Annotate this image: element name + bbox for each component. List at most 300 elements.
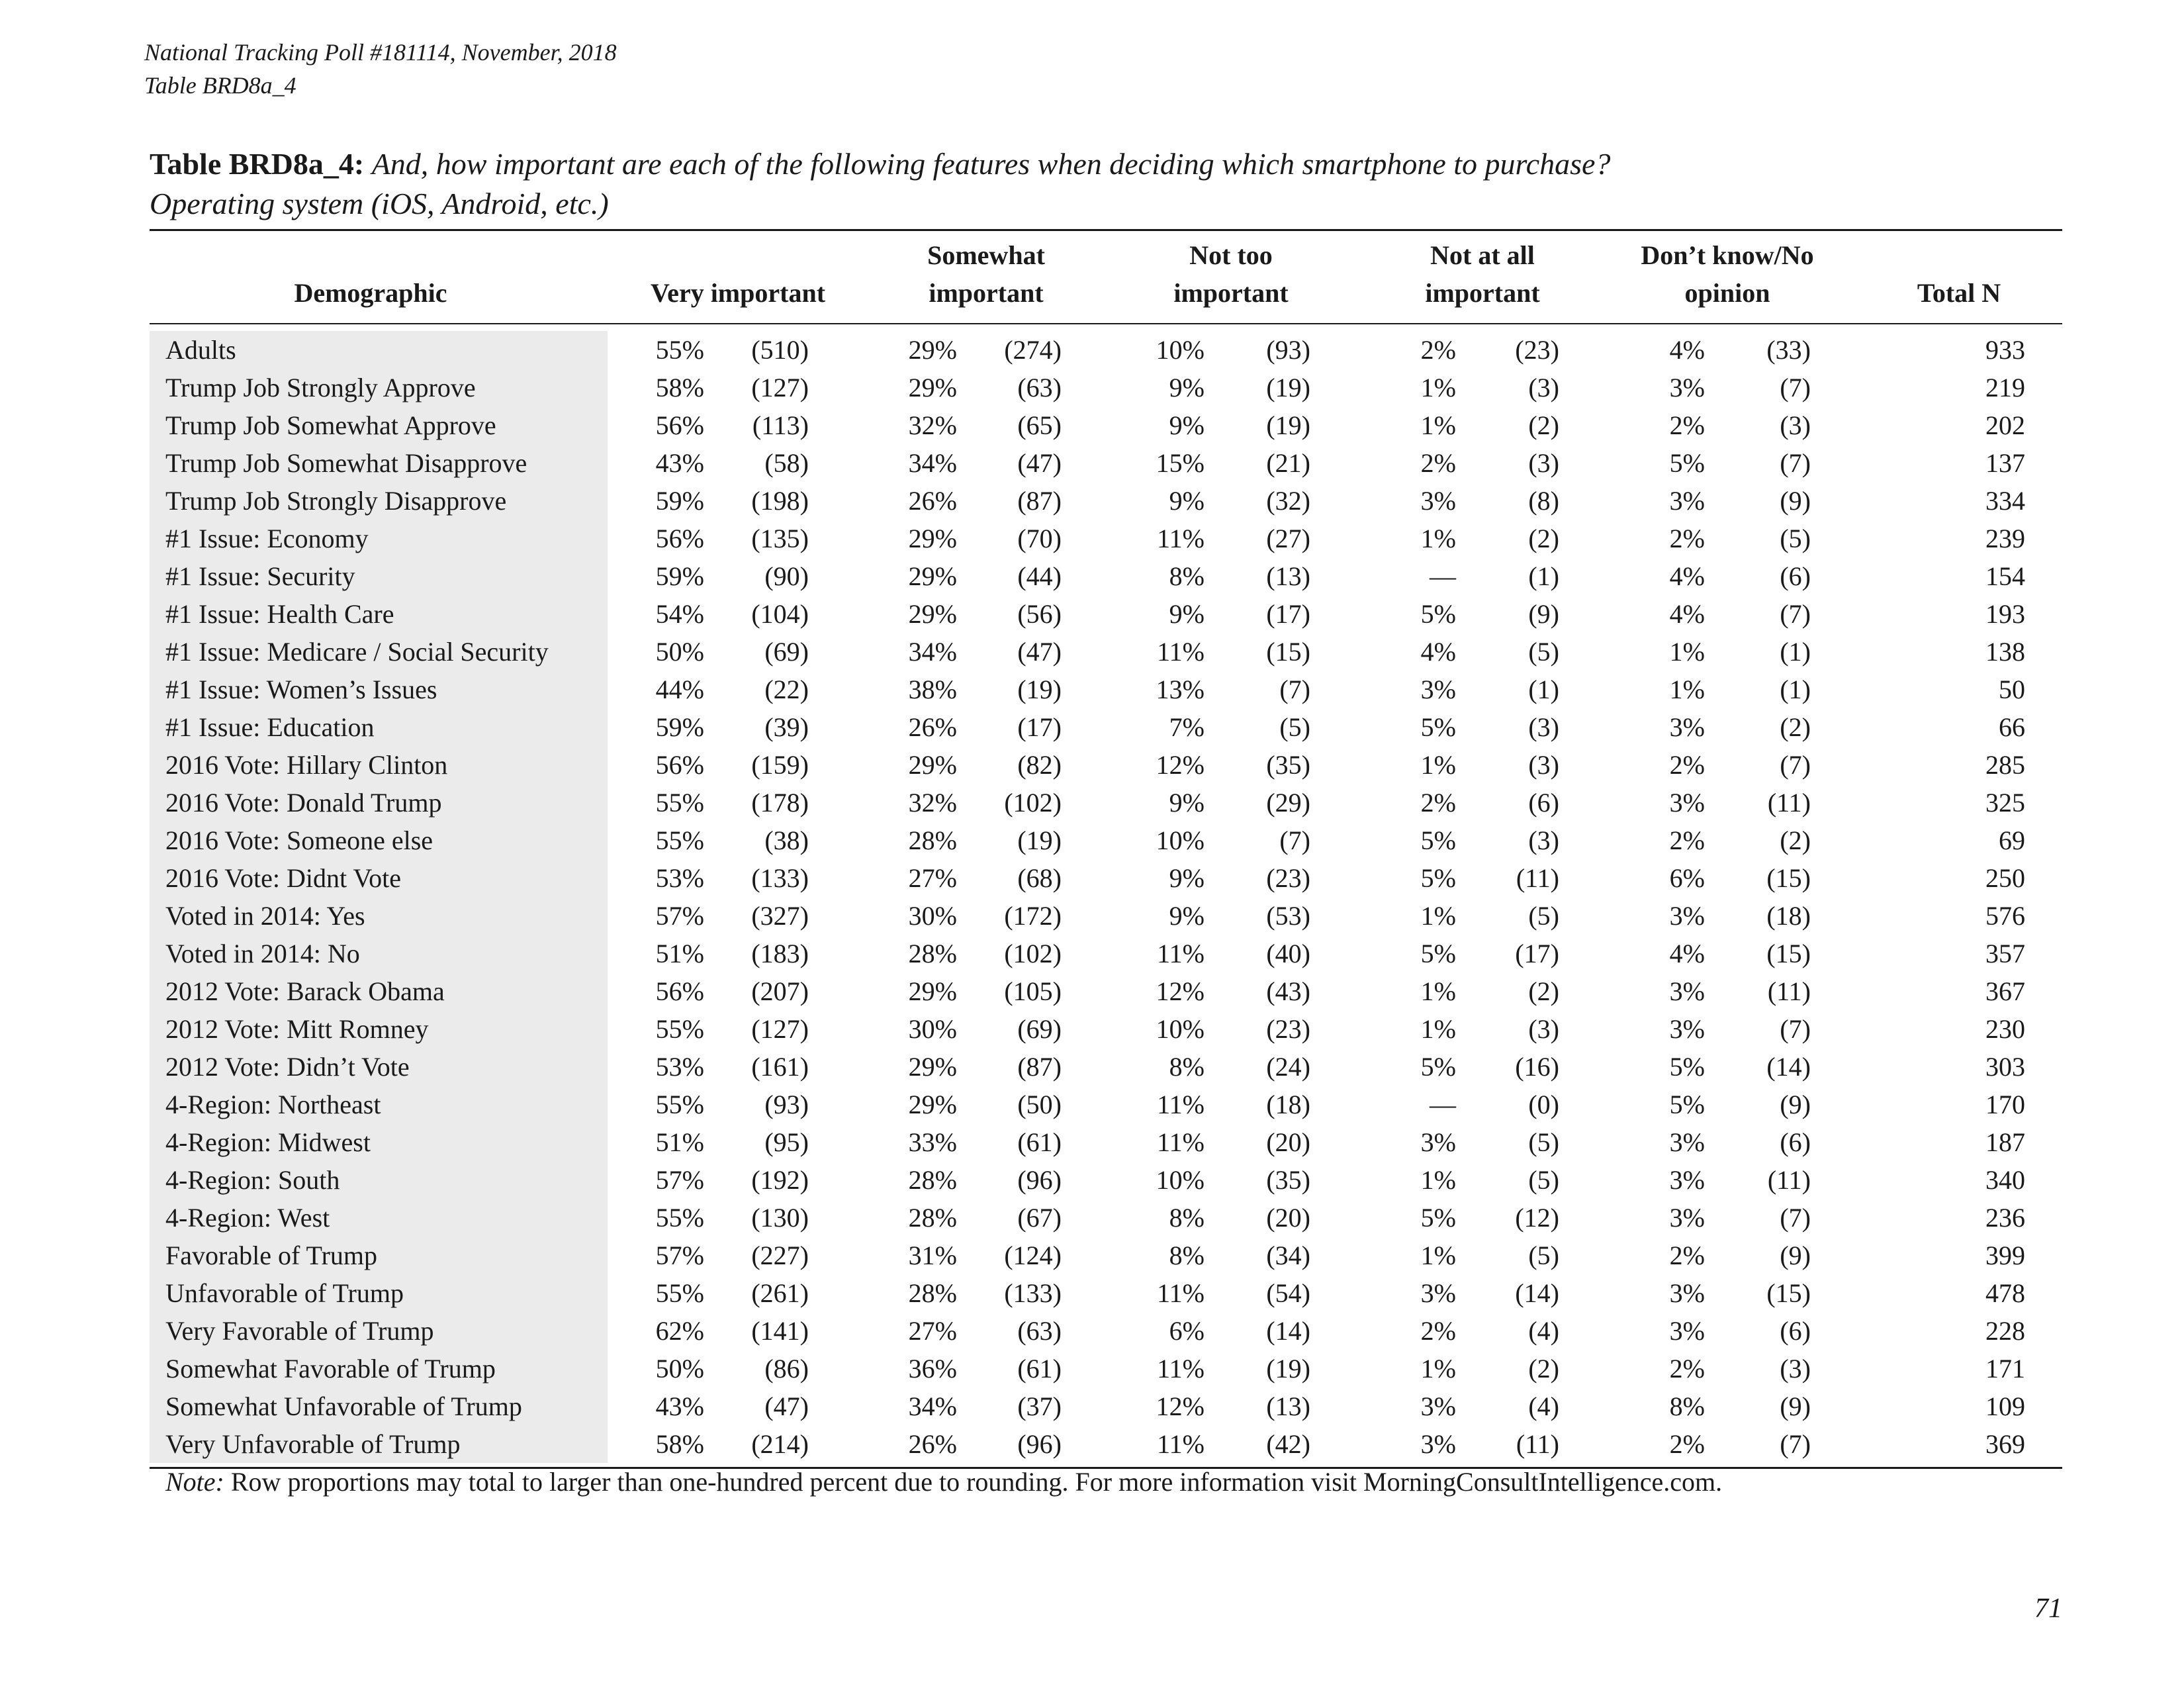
cell-notatall-pct: 1% (1420, 1354, 1456, 1383)
cell-total-n: 69 (1999, 825, 2025, 855)
cell-notatall-n: (3) (1528, 750, 1559, 780)
demographic-label: Trump Job Somewhat Approve (165, 410, 496, 440)
cell-somewhat-n: (61) (1017, 1127, 1062, 1157)
demographic-label: 2012 Vote: Didn’t Vote (165, 1052, 410, 1082)
cell-dk-pct: 3% (1669, 486, 1705, 516)
table-row (0, 1350, 2184, 1387)
table-row (0, 972, 2184, 1010)
cell-somewhat-n: (67) (1017, 1203, 1062, 1233)
cell-very-pct: 55% (655, 1090, 704, 1119)
table-row (0, 671, 2184, 708)
cell-somewhat-n: (102) (1004, 939, 1062, 968)
cell-dk-pct: 1% (1669, 675, 1705, 704)
table-row (0, 859, 2184, 897)
table-row (0, 482, 2184, 520)
cell-nottoo-n: (7) (1279, 675, 1310, 704)
cell-notatall-pct: 3% (1420, 486, 1456, 516)
cell-very-n: (207) (751, 976, 809, 1006)
cell-total-n: 478 (1985, 1278, 2025, 1308)
cell-somewhat-pct: 28% (908, 1278, 957, 1308)
cell-notatall-n: (8) (1528, 486, 1559, 516)
demographic-label: Favorable of Trump (165, 1241, 377, 1270)
cell-very-pct: 44% (655, 675, 704, 704)
cell-dk-n: (18) (1766, 901, 1811, 931)
demographic-label: Very Unfavorable of Trump (165, 1429, 461, 1459)
cell-very-pct: 55% (655, 1014, 704, 1044)
cell-notatall-pct: 2% (1420, 448, 1456, 478)
caption-question: And, how important are each of the following features when deciding which smartphone to purchase? (371, 147, 1611, 181)
cell-somewhat-n: (56) (1017, 599, 1062, 629)
cell-notatall-n: (0) (1528, 1090, 1559, 1119)
cell-nottoo-pct: 12% (1156, 976, 1205, 1006)
cell-notatall-pct: 1% (1420, 976, 1456, 1006)
cell-total-n: 369 (1985, 1429, 2025, 1459)
cell-very-pct: 62% (655, 1316, 704, 1346)
demographic-label: 2016 Vote: Donald Trump (165, 788, 442, 818)
cell-dk-n: (11) (1767, 976, 1811, 1006)
cell-somewhat-pct: 34% (908, 448, 957, 478)
cell-dk-n: (3) (1780, 410, 1811, 440)
cell-notatall-pct: 5% (1420, 1203, 1456, 1233)
cell-total-n: 50 (1999, 675, 2025, 704)
cell-total-n: 334 (1985, 486, 2025, 516)
cell-total-n: 193 (1985, 599, 2025, 629)
cell-nottoo-n: (27) (1266, 524, 1310, 553)
cell-nottoo-n: (18) (1266, 1090, 1310, 1119)
cell-dk-n: (6) (1780, 1127, 1811, 1157)
header-rule (150, 323, 2062, 324)
cell-somewhat-n: (69) (1017, 1014, 1062, 1044)
table-row (0, 784, 2184, 821)
cell-nottoo-n: (93) (1266, 335, 1310, 365)
cell-somewhat-n: (87) (1017, 1052, 1062, 1082)
cell-nottoo-n: (20) (1266, 1203, 1310, 1233)
cell-very-pct: 43% (655, 1391, 704, 1421)
cell-dk-pct: 2% (1669, 524, 1705, 553)
col-header-dont-know-line1: Don’t know/No (1641, 240, 1814, 270)
cell-very-n: (178) (751, 788, 809, 818)
cell-nottoo-n: (53) (1266, 901, 1310, 931)
cell-somewhat-pct: 29% (908, 976, 957, 1006)
cell-somewhat-n: (61) (1017, 1354, 1062, 1383)
cell-total-n: 66 (1999, 712, 2025, 742)
cell-somewhat-pct: 29% (908, 1090, 957, 1119)
demographic-label: #1 Issue: Women’s Issues (165, 675, 437, 704)
cell-notatall-n: (2) (1528, 524, 1559, 553)
note-text: Row proportions may total to larger than one-hundred percent due to rounding. For more information visit MorningConsultIntelligence.com. (230, 1467, 1723, 1497)
cell-notatall-pct: 5% (1420, 863, 1456, 893)
cell-dk-pct: 5% (1669, 1090, 1705, 1119)
cell-dk-pct: 3% (1669, 976, 1705, 1006)
cell-somewhat-pct: 33% (908, 1127, 957, 1157)
cell-dk-n: (9) (1780, 1241, 1811, 1270)
col-header-very-important: Very important (650, 278, 826, 308)
cell-total-n: 202 (1985, 410, 2025, 440)
cell-notatall-n: (11) (1516, 1429, 1559, 1459)
cell-total-n: 138 (1985, 637, 2025, 667)
cell-very-n: (58) (764, 448, 809, 478)
cell-notatall-pct: 1% (1420, 373, 1456, 402)
cell-notatall-n: (1) (1528, 561, 1559, 591)
cell-nottoo-pct: 8% (1169, 1241, 1205, 1270)
cell-notatall-n: (3) (1528, 825, 1559, 855)
demographic-label: Trump Job Strongly Approve (165, 373, 476, 402)
cell-very-pct: 57% (655, 1241, 704, 1270)
cell-dk-pct: 5% (1669, 448, 1705, 478)
cell-total-n: 170 (1985, 1090, 2025, 1119)
cell-dk-pct: 3% (1669, 901, 1705, 931)
table-row (0, 1237, 2184, 1274)
cell-notatall-n: (16) (1515, 1052, 1559, 1082)
col-header-somewhat-line1: Somewhat (927, 240, 1045, 270)
cell-nottoo-pct: 11% (1157, 1090, 1205, 1119)
cell-nottoo-pct: 9% (1169, 863, 1205, 893)
col-header-dont-know-line2: opinion (1684, 278, 1770, 308)
cell-notatall-pct: 1% (1420, 1241, 1456, 1270)
cell-total-n: 109 (1985, 1391, 2025, 1421)
cell-somewhat-n: (47) (1017, 637, 1062, 667)
table-row (0, 708, 2184, 746)
demographic-label: Somewhat Unfavorable of Trump (165, 1391, 522, 1421)
cell-total-n: 171 (1985, 1354, 2025, 1383)
cell-very-n: (198) (751, 486, 809, 516)
cell-nottoo-pct: 8% (1169, 1052, 1205, 1082)
cell-notatall-n: (5) (1528, 1165, 1559, 1195)
cell-total-n: 325 (1985, 788, 2025, 818)
cell-somewhat-pct: 26% (908, 712, 957, 742)
demographic-label: Trump Job Somewhat Disapprove (165, 448, 527, 478)
cell-very-pct: 43% (655, 448, 704, 478)
demographic-label: 2012 Vote: Barack Obama (165, 976, 445, 1006)
demographic-label: #1 Issue: Medicare / Social Security (165, 637, 549, 667)
note-label: Note: (165, 1467, 224, 1497)
cell-nottoo-n: (15) (1266, 637, 1310, 667)
cell-very-n: (39) (764, 712, 809, 742)
cell-very-n: (192) (751, 1165, 809, 1195)
cell-nottoo-pct: 12% (1156, 750, 1205, 780)
demographic-label: Very Favorable of Trump (165, 1316, 434, 1346)
cell-notatall-n: (2) (1528, 976, 1559, 1006)
cell-notatall-pct: 3% (1420, 1391, 1456, 1421)
cell-dk-n: (15) (1766, 1278, 1811, 1308)
cell-nottoo-n: (40) (1266, 939, 1310, 968)
cell-nottoo-pct: 11% (1157, 1127, 1205, 1157)
cell-very-n: (69) (764, 637, 809, 667)
cell-somewhat-n: (47) (1017, 448, 1062, 478)
cell-notatall-n: (9) (1528, 599, 1559, 629)
cell-very-n: (127) (751, 373, 809, 402)
table-row (0, 746, 2184, 784)
cell-notatall-pct: 3% (1420, 1278, 1456, 1308)
cell-very-pct: 50% (655, 637, 704, 667)
cell-total-n: 228 (1985, 1316, 2025, 1346)
cell-somewhat-n: (65) (1017, 410, 1062, 440)
cell-total-n: 340 (1985, 1165, 2025, 1195)
cell-very-pct: 59% (655, 486, 704, 516)
demographic-label: Trump Job Strongly Disapprove (165, 486, 507, 516)
cell-very-n: (130) (751, 1203, 809, 1233)
cell-notatall-pct: 5% (1420, 825, 1456, 855)
table-top-rule (150, 229, 2062, 231)
cell-notatall-pct: — (1430, 561, 1456, 591)
cell-notatall-n: (23) (1515, 335, 1559, 365)
cell-somewhat-pct: 29% (908, 750, 957, 780)
cell-notatall-pct: 2% (1420, 1316, 1456, 1346)
cell-very-pct: 56% (655, 976, 704, 1006)
cell-very-pct: 56% (655, 410, 704, 440)
cell-dk-n: (14) (1766, 1052, 1811, 1082)
cell-nottoo-n: (21) (1266, 448, 1310, 478)
cell-total-n: 367 (1985, 976, 2025, 1006)
cell-somewhat-pct: 30% (908, 1014, 957, 1044)
cell-somewhat-pct: 29% (908, 335, 957, 365)
table-row (0, 1161, 2184, 1199)
cell-very-n: (93) (764, 1090, 809, 1119)
cell-notatall-n: (3) (1528, 1014, 1559, 1044)
cell-nottoo-n: (14) (1266, 1316, 1310, 1346)
cell-dk-n: (5) (1780, 524, 1811, 553)
table-row (0, 1048, 2184, 1086)
cell-somewhat-pct: 26% (908, 486, 957, 516)
cell-dk-n: (7) (1780, 373, 1811, 402)
cell-very-n: (141) (751, 1316, 809, 1346)
cell-dk-pct: 5% (1669, 1052, 1705, 1082)
cell-dk-n: (11) (1767, 1165, 1811, 1195)
cell-dk-pct: 3% (1669, 1203, 1705, 1233)
cell-dk-pct: 3% (1669, 1316, 1705, 1346)
cell-very-n: (113) (752, 410, 809, 440)
cell-notatall-pct: 2% (1420, 335, 1456, 365)
cell-nottoo-pct: 11% (1157, 524, 1205, 553)
cell-somewhat-n: (82) (1017, 750, 1062, 780)
cell-somewhat-pct: 28% (908, 1203, 957, 1233)
cell-very-n: (95) (764, 1127, 809, 1157)
cell-nottoo-pct: 9% (1169, 373, 1205, 402)
table-row (0, 557, 2184, 595)
cell-dk-n: (3) (1780, 1354, 1811, 1383)
cell-total-n: 154 (1985, 561, 2025, 591)
col-header-not-at-all-line1: Not at all (1430, 240, 1535, 270)
cell-notatall-n: (12) (1515, 1203, 1559, 1233)
caption-label: Table BRD8a_4: (150, 147, 365, 181)
table-row (0, 897, 2184, 935)
cell-somewhat-n: (96) (1017, 1165, 1062, 1195)
cell-notatall-pct: 5% (1420, 712, 1456, 742)
cell-dk-pct: 2% (1669, 1354, 1705, 1383)
cell-dk-pct: 4% (1669, 939, 1705, 968)
cell-nottoo-n: (54) (1266, 1278, 1310, 1308)
cell-somewhat-pct: 36% (908, 1354, 957, 1383)
cell-dk-n: (7) (1780, 1014, 1811, 1044)
table-row (0, 444, 2184, 482)
cell-somewhat-n: (19) (1017, 825, 1062, 855)
table-row (0, 1274, 2184, 1312)
cell-dk-pct: 3% (1669, 1278, 1705, 1308)
cell-very-pct: 59% (655, 712, 704, 742)
cell-notatall-n: (5) (1528, 901, 1559, 931)
cell-nottoo-n: (32) (1266, 486, 1310, 516)
cell-dk-n: (15) (1766, 863, 1811, 893)
cell-somewhat-n: (96) (1017, 1429, 1062, 1459)
table-row (0, 520, 2184, 557)
cell-notatall-pct: 5% (1420, 1052, 1456, 1082)
cell-dk-n: (7) (1780, 448, 1811, 478)
demographic-label: Adults (165, 335, 236, 365)
cell-somewhat-n: (63) (1017, 373, 1062, 402)
cell-dk-n: (6) (1780, 561, 1811, 591)
cell-nottoo-pct: 11% (1157, 1278, 1205, 1308)
col-header-total-n: Total N (1917, 278, 2001, 308)
cell-very-pct: 55% (655, 825, 704, 855)
cell-somewhat-pct: 28% (908, 939, 957, 968)
cell-somewhat-pct: 32% (908, 410, 957, 440)
cell-nottoo-n: (19) (1266, 1354, 1310, 1383)
cell-very-n: (261) (751, 1278, 809, 1308)
cell-dk-n: (2) (1780, 712, 1811, 742)
cell-notatall-n: (2) (1528, 1354, 1559, 1383)
table-row (0, 406, 2184, 444)
cell-dk-n: (9) (1780, 1090, 1811, 1119)
cell-notatall-n: (3) (1528, 712, 1559, 742)
cell-nottoo-pct: 9% (1169, 599, 1205, 629)
table-row (0, 1199, 2184, 1237)
cell-somewhat-pct: 34% (908, 637, 957, 667)
cell-notatall-n: (4) (1528, 1316, 1559, 1346)
cell-nottoo-pct: 13% (1156, 675, 1205, 704)
cell-nottoo-pct: 8% (1169, 561, 1205, 591)
cell-nottoo-n: (34) (1266, 1241, 1310, 1270)
cell-nottoo-n: (17) (1266, 599, 1310, 629)
demographic-label: 2016 Vote: Didnt Vote (165, 863, 401, 893)
cell-nottoo-pct: 10% (1156, 825, 1205, 855)
cell-nottoo-n: (23) (1266, 863, 1310, 893)
cell-very-pct: 53% (655, 863, 704, 893)
cell-dk-n: (9) (1780, 486, 1811, 516)
cell-somewhat-n: (68) (1017, 863, 1062, 893)
cell-dk-pct: 2% (1669, 1241, 1705, 1270)
cell-somewhat-pct: 34% (908, 1391, 957, 1421)
col-header-not-at-all-line2: important (1425, 278, 1540, 308)
cell-somewhat-pct: 30% (908, 901, 957, 931)
cell-somewhat-pct: 29% (908, 599, 957, 629)
table-row (0, 1086, 2184, 1123)
cell-very-n: (104) (751, 599, 809, 629)
cell-nottoo-pct: 12% (1156, 1391, 1205, 1421)
col-header-somewhat-line2: important (929, 278, 1044, 308)
cell-dk-n: (1) (1780, 637, 1811, 667)
cell-very-pct: 55% (655, 788, 704, 818)
cell-dk-pct: 4% (1669, 561, 1705, 591)
cell-dk-pct: 3% (1669, 712, 1705, 742)
running-header-poll: National Tracking Poll #181114, November, 2018 (144, 39, 617, 66)
cell-nottoo-n: (35) (1266, 1165, 1310, 1195)
cell-nottoo-pct: 10% (1156, 1014, 1205, 1044)
cell-nottoo-n: (13) (1266, 561, 1310, 591)
table-row (0, 1010, 2184, 1048)
cell-notatall-n: (3) (1528, 373, 1559, 402)
cell-dk-pct: 6% (1669, 863, 1705, 893)
cell-dk-pct: 3% (1669, 1014, 1705, 1044)
cell-dk-n: (7) (1780, 1429, 1811, 1459)
cell-very-pct: 50% (655, 1354, 704, 1383)
cell-somewhat-n: (274) (1004, 335, 1062, 365)
cell-dk-pct: 3% (1669, 373, 1705, 402)
cell-somewhat-pct: 26% (908, 1429, 957, 1459)
cell-nottoo-n: (43) (1266, 976, 1310, 1006)
table-row (0, 821, 2184, 859)
cell-dk-pct: 2% (1669, 410, 1705, 440)
cell-notatall-n: (6) (1528, 788, 1559, 818)
demographic-label: Voted in 2014: No (165, 939, 360, 968)
demographic-label: #1 Issue: Education (165, 712, 375, 742)
cell-notatall-pct: 4% (1420, 637, 1456, 667)
cell-notatall-pct: 3% (1420, 675, 1456, 704)
demographic-label: 4-Region: Northeast (165, 1090, 381, 1119)
cell-very-pct: 58% (655, 1429, 704, 1459)
cell-somewhat-pct: 28% (908, 1165, 957, 1195)
cell-dk-pct: 4% (1669, 335, 1705, 365)
cell-somewhat-n: (37) (1017, 1391, 1062, 1421)
cell-dk-n: (1) (1780, 675, 1811, 704)
cell-very-n: (90) (764, 561, 809, 591)
cell-notatall-pct: 1% (1420, 750, 1456, 780)
table-row (0, 369, 2184, 406)
table-row (0, 633, 2184, 671)
cell-very-pct: 58% (655, 373, 704, 402)
cell-dk-n: (7) (1780, 599, 1811, 629)
cell-very-n: (214) (751, 1429, 809, 1459)
cell-total-n: 219 (1985, 373, 2025, 402)
col-header-not-too-line1: Not too (1189, 240, 1273, 270)
cell-nottoo-n: (13) (1266, 1391, 1310, 1421)
cell-total-n: 576 (1985, 901, 2025, 931)
cell-total-n: 933 (1985, 335, 2025, 365)
cell-very-n: (327) (751, 901, 809, 931)
cell-somewhat-pct: 38% (908, 675, 957, 704)
cell-nottoo-pct: 11% (1157, 1354, 1205, 1383)
cell-very-n: (133) (751, 863, 809, 893)
cell-very-pct: 51% (655, 1127, 704, 1157)
cell-very-n: (22) (764, 675, 809, 704)
cell-very-n: (227) (751, 1241, 809, 1270)
cell-dk-pct: 4% (1669, 599, 1705, 629)
cell-very-n: (510) (751, 335, 809, 365)
cell-very-n: (183) (751, 939, 809, 968)
cell-nottoo-n: (5) (1279, 712, 1310, 742)
cell-dk-n: (2) (1780, 825, 1811, 855)
cell-somewhat-n: (44) (1017, 561, 1062, 591)
cell-notatall-pct: 1% (1420, 901, 1456, 931)
demographic-label: Voted in 2014: Yes (165, 901, 365, 931)
demographic-label: 4-Region: West (165, 1203, 330, 1233)
cell-nottoo-n: (19) (1266, 410, 1310, 440)
table-row (0, 1425, 2184, 1463)
cell-dk-n: (7) (1780, 1203, 1811, 1233)
cell-nottoo-pct: 15% (1156, 448, 1205, 478)
cell-very-pct: 55% (655, 335, 704, 365)
cell-notatall-pct: 1% (1420, 1014, 1456, 1044)
demographic-label: 4-Region: Midwest (165, 1127, 371, 1157)
cell-somewhat-n: (105) (1004, 976, 1062, 1006)
cell-nottoo-pct: 9% (1169, 788, 1205, 818)
page-number: 71 (2034, 1593, 2062, 1624)
cell-nottoo-pct: 8% (1169, 1203, 1205, 1233)
cell-very-n: (127) (751, 1014, 809, 1044)
demographic-label: Unfavorable of Trump (165, 1278, 404, 1308)
cell-notatall-pct: 1% (1420, 524, 1456, 553)
cell-dk-pct: 3% (1669, 788, 1705, 818)
cell-nottoo-pct: 10% (1156, 335, 1205, 365)
